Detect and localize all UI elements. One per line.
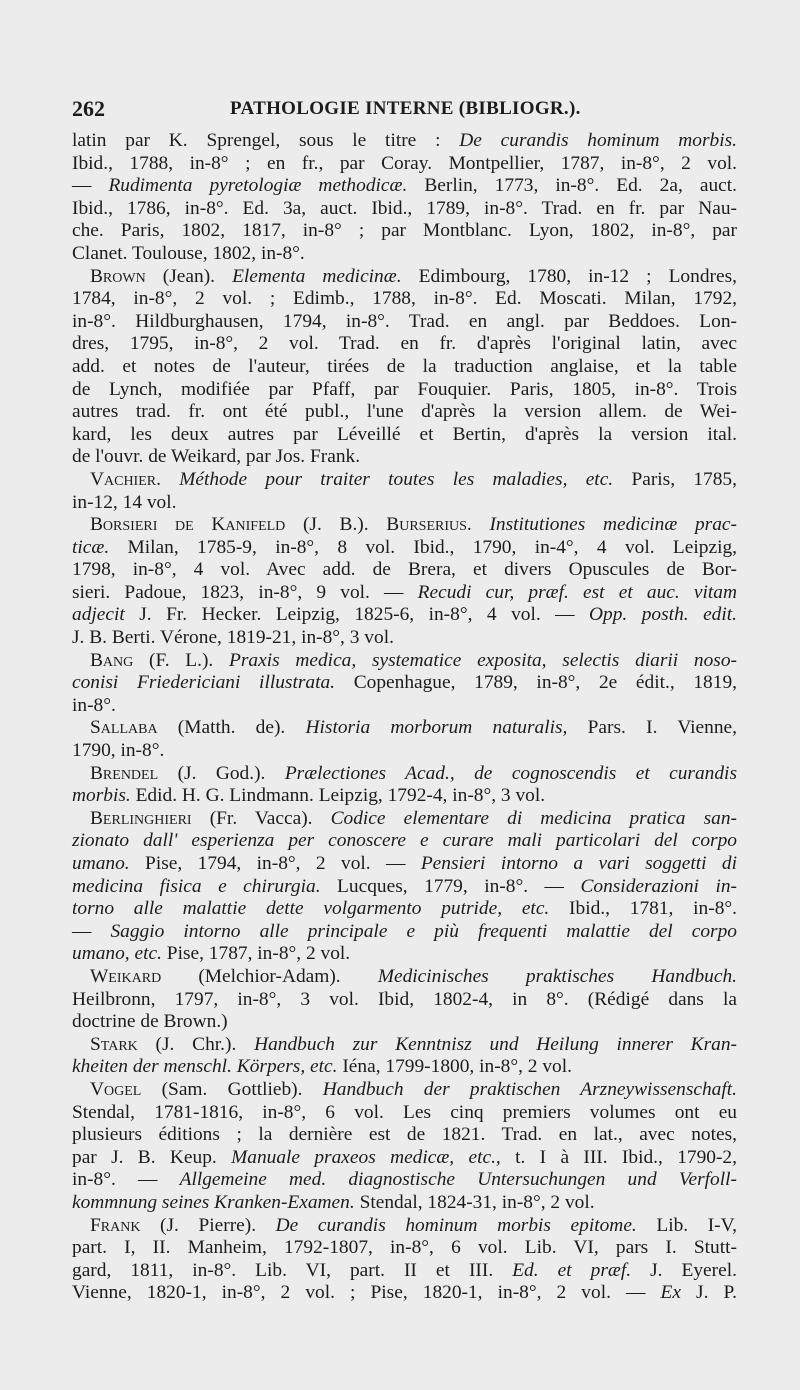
- title-text: torno alle malattie dette volgarmento putride, etc.: [72, 898, 550, 920]
- text-line: [72, 492, 737, 515]
- text-segment: Ibid., 1786, in-8°. Ed. 3a, auct. Ibid., 1789, in-8°. Trad. en fr. par Nau-: [72, 197, 737, 219]
- text-line: [72, 943, 737, 966]
- bibliography-text: [72, 130, 737, 1305]
- text-segment: (J. God.).: [158, 762, 285, 784]
- text-segment: (Matth. de).: [157, 717, 306, 739]
- text-segment: dres, 1795, in-8°, 2 vol. Trad. en fr. d'après l'original latin, avec: [72, 333, 737, 355]
- text-segment: J. Fr. Hecker. Leipzig, 1825-6, in-8°, 4 vol. —: [124, 604, 590, 626]
- text-segment: plusieurs éditions ; la dernière est de 1821. Trad. en lat., avec notes,: [72, 1124, 737, 1146]
- text-line: [72, 446, 737, 469]
- text-segment: J. B. Berti. Vérone, 1819-21, in-8°, 3 vol.: [72, 627, 394, 649]
- page-number: 262: [72, 96, 105, 121]
- text-segment: Berlin, 1773, in-8°. Ed. 2a, auct.: [407, 175, 737, 197]
- text-segment: doctrine de Brown.): [72, 1011, 228, 1033]
- title-text: Considerazioni in-: [580, 875, 737, 897]
- text-segment: Heilbronn, 1797, in-8°, 3 vol. Ibid, 1802-4, in 8°. (Rédigé dans la: [72, 988, 737, 1010]
- author-name: Vachier: [90, 468, 157, 490]
- title-text: Rudimenta pyretologiæ methodicæ.: [108, 175, 408, 197]
- author-name: Bang: [90, 649, 134, 671]
- text-line: [72, 198, 737, 221]
- text-line: [72, 559, 737, 582]
- text-segment: Stendal, 1824-31, in-8°, 2 vol.: [354, 1191, 595, 1213]
- text-line: [72, 1011, 737, 1034]
- text-segment: —: [72, 175, 109, 197]
- text-line: [72, 1079, 737, 1102]
- text-segment: par J. B. Keup.: [72, 1146, 232, 1168]
- text-line: [72, 672, 737, 695]
- title-text: adjecit: [72, 604, 125, 626]
- page-header: [72, 96, 737, 126]
- title-text: umano.: [72, 853, 130, 874]
- text-segment: —: [72, 920, 111, 942]
- text-segment: .: [466, 514, 490, 536]
- text-segment: Ibid., 1781, in-8°.: [549, 898, 737, 920]
- author-name: Vogel: [90, 1078, 142, 1100]
- title-text: umano, etc.: [72, 943, 162, 965]
- text-line: [72, 243, 737, 266]
- text-segment: (Melchior-Adam).: [161, 965, 378, 987]
- title-text: Handbuch zur Kenntnisz und Heilung innerer Kran-: [254, 1033, 737, 1055]
- author-name: Stark: [90, 1033, 138, 1055]
- title-text: Manuale praxeos medicæ, etc.,: [231, 1146, 501, 1168]
- text-segment: 1790, in-8°.: [72, 740, 165, 762]
- text-segment: che. Paris, 1802, 1817, in-8° ; par Montblanc. Lyon, 1802, in-8°, par: [72, 220, 737, 242]
- text-line: [72, 333, 737, 356]
- text-segment: kard, les deux autres par Léveillé et Bertin, d'après la version ital.: [72, 423, 737, 445]
- text-segment: Pise, 1787, in-8°, 2 vol.: [161, 943, 351, 965]
- text-segment: in-8°.: [72, 694, 116, 716]
- text-line: [72, 830, 737, 853]
- text-segment: t. I à III. Ibid., 1790-2,: [500, 1146, 737, 1168]
- title-text: Medicinisches praktisches Handbuch.: [377, 965, 737, 987]
- title-text: Méthode pour traiter toutes les maladies, etc.: [179, 468, 614, 490]
- title-text: kheiten der menschl. Körpers, etc.: [72, 1056, 338, 1078]
- title-text: Historia morborum naturalis,: [305, 717, 568, 739]
- text-line: [72, 514, 737, 537]
- text-segment: Vienne, 1820-1, in-8°, 2 vol. ; Pise, 1820-1, in-8°, 2 vol. —: [72, 1282, 661, 1304]
- text-segment: J. Eyerel.: [631, 1259, 737, 1281]
- text-segment: J. P.: [680, 1282, 737, 1304]
- text-segment: (Fr. Vacca).: [191, 807, 331, 829]
- text-segment: (F. L.).: [133, 649, 230, 671]
- text-segment: (Jean).: [145, 265, 233, 287]
- title-text: Saggio intorno alle principale e più frequenti malattie del corpo: [110, 920, 737, 942]
- text-line: [72, 1192, 737, 1215]
- text-segment: de l'ouvr. de Weikard, par Jos. Frank.: [72, 446, 361, 468]
- text-line: [72, 401, 737, 424]
- text-segment: part. I, II. Manheim, 1792-1807, in-8°, 6 vol. Lib. VI, pars I. Stutt-: [72, 1237, 737, 1259]
- text-line: [72, 266, 737, 289]
- title-text: morbis.: [72, 785, 131, 807]
- text-line: [72, 356, 737, 379]
- text-line: [72, 1282, 737, 1305]
- text-line: [72, 1147, 737, 1170]
- text-line: [72, 153, 737, 176]
- text-segment: Copenhague, 1789, in-8°, 2e édit., 1819,: [335, 672, 737, 694]
- text-segment: (J. B.).: [285, 514, 387, 536]
- text-segment: Edid. H. G. Lindmann. Leipzig, 1792-4, in-8°, 3 vol.: [130, 785, 546, 807]
- text-segment: Milan, 1785-9, in-8°, 8 vol. Ibid., 1790, in-4°, 4 vol. Leipzig,: [109, 536, 737, 558]
- text-line: [72, 717, 737, 740]
- text-segment: Lib. I-V,: [636, 1214, 737, 1236]
- text-segment: Lucques, 1779, in-8°. —: [320, 875, 581, 897]
- title-text: ticæ.: [72, 536, 110, 558]
- text-line: [72, 537, 737, 560]
- text-segment: (J. Pierre).: [140, 1214, 276, 1236]
- title-text: Elementa medicinæ.: [232, 265, 402, 287]
- text-segment: Paris, 1785,: [613, 468, 737, 490]
- title-text: medicina fisica e chirurgia.: [72, 875, 321, 897]
- text-segment: Edimbourg, 1780, in-12 ; Londres,: [401, 265, 737, 287]
- title-text: Prælectiones Acad., de cognoscendis et curandis: [284, 762, 737, 784]
- author-name: Burserius: [386, 514, 467, 536]
- text-line: [72, 740, 737, 763]
- author-name: Brown: [90, 265, 146, 287]
- text-line: [72, 1124, 737, 1147]
- text-line: [72, 966, 737, 989]
- title-text: Ex: [660, 1282, 681, 1304]
- text-segment: in-8°. Hildburghausen, 1794, in-8°. Trad. en angl. par Beddoes. Lon-: [72, 310, 737, 332]
- text-line: [72, 424, 737, 447]
- text-line: [72, 627, 737, 650]
- title-text: Opp. posth. edit.: [589, 604, 737, 626]
- text-segment: de Lynch, modifiée par Pfaff, par Fouquier. Paris, 1805, in-8°. Trois: [72, 378, 737, 400]
- text-line: [72, 650, 737, 673]
- author-name: Weikard: [90, 965, 162, 987]
- text-segment: Pise, 1794, in-8°, 2 vol. —: [129, 853, 421, 874]
- text-segment: (Sam. Gottlieb).: [141, 1078, 323, 1100]
- text-segment: sieri. Padoue, 1823, in-8°, 9 vol. —: [72, 581, 418, 603]
- text-line: [72, 130, 737, 153]
- title-text: Handbuch der praktischen Arzneywissenschaft.: [322, 1078, 737, 1100]
- text-line: [72, 582, 737, 605]
- text-line: [72, 808, 737, 831]
- text-line: [72, 220, 737, 243]
- text-segment: Iéna, 1799-1800, in-8°, 2 vol.: [337, 1056, 572, 1078]
- title-text: Pensieri intorno a vari soggetti di: [420, 853, 737, 874]
- author-name: Brendel: [90, 762, 159, 784]
- text-segment: Pars. I. Vienne,: [567, 717, 737, 739]
- text-line: [72, 1034, 737, 1057]
- title-text: zionato dall' esperienza per conoscere e curare mali particolari del corpo: [72, 830, 737, 852]
- text-line: [72, 604, 737, 627]
- title-text: conisi Friedericiani illustrata.: [72, 672, 336, 694]
- text-line: [72, 1260, 737, 1283]
- text-line: [72, 695, 737, 718]
- text-line: [72, 898, 737, 921]
- text-segment: 1798, in-8°, 4 vol. Avec add. de Brera, et divers Opuscules de Bor-: [72, 559, 737, 581]
- text-line: [72, 379, 737, 402]
- text-segment: latin par K. Sprengel, sous le titre :: [72, 130, 460, 151]
- text-segment: gard, 1811, in-8°. Lib. VI, part. II et III.: [72, 1259, 513, 1281]
- text-segment: 1784, in-8°, 2 vol. ; Edimb., 1788, in-8°. Ed. Moscati. Milan, 1792,: [72, 288, 737, 310]
- title-text: Recudi cur, præf. est et auc. vitam: [417, 581, 737, 603]
- text-segment: .: [156, 468, 180, 490]
- title-text: Allgemeine med. diagnostische Untersuchungen und Verfoll-: [179, 1169, 737, 1191]
- author-name: Frank: [90, 1214, 141, 1236]
- author-name: Sallaba: [90, 717, 158, 739]
- title-text: De curandis hominum morbis epitome.: [275, 1214, 637, 1236]
- author-name: Borsieri de Kanifeld: [90, 514, 286, 536]
- text-segment: Ibid., 1788, in-8° ; en fr., par Coray. Montpellier, 1787, in-8°, 2 vol.: [72, 152, 737, 174]
- text-line: [72, 1237, 737, 1260]
- title-text: kommnung seines Kranken-Examen.: [72, 1191, 355, 1213]
- text-segment: in-12, 14 vol.: [72, 491, 177, 513]
- text-segment: Clanet. Toulouse, 1802, in-8°.: [72, 242, 305, 264]
- title-text: Ed. et præf.: [512, 1259, 632, 1281]
- text-line: [72, 989, 737, 1012]
- text-line: [72, 1056, 737, 1079]
- text-line: [72, 1169, 737, 1192]
- title-text: Institutiones medicinæ prac-: [489, 514, 737, 536]
- text-segment: Stendal, 1781-1816, in-8°, 6 vol. Les cinq premiers volumes ont eu: [72, 1101, 737, 1123]
- text-line: [72, 311, 737, 334]
- text-segment: in-8°. —: [72, 1169, 180, 1191]
- text-line: [72, 876, 737, 899]
- text-line: [72, 853, 737, 876]
- title-text: De curandis hominum morbis.: [459, 130, 737, 151]
- text-line: [72, 469, 737, 492]
- author-name: Berlinghieri: [90, 807, 192, 829]
- text-segment: (J. Chr.).: [137, 1033, 255, 1055]
- text-line: [72, 921, 737, 944]
- text-line: [72, 763, 737, 786]
- title-text: Codice elementare di medicina pratica san-: [330, 807, 737, 829]
- running-title: PATHOLOGIE INTERNE (BIBLIOGR.).: [230, 98, 581, 119]
- text-line: [72, 785, 737, 808]
- text-line: [72, 175, 737, 198]
- text-segment: autres trad. fr. ont été publ., l'une d'après la version allem. de Wei-: [72, 401, 737, 423]
- text-segment: add. et notes de l'auteur, tirées de la traduction anglaise, et la table: [72, 355, 737, 377]
- text-line: [72, 1215, 737, 1238]
- text-line: [72, 1102, 737, 1125]
- title-text: Praxis medica, systematice exposita, selectis diarii noso-: [229, 649, 737, 671]
- text-line: [72, 288, 737, 311]
